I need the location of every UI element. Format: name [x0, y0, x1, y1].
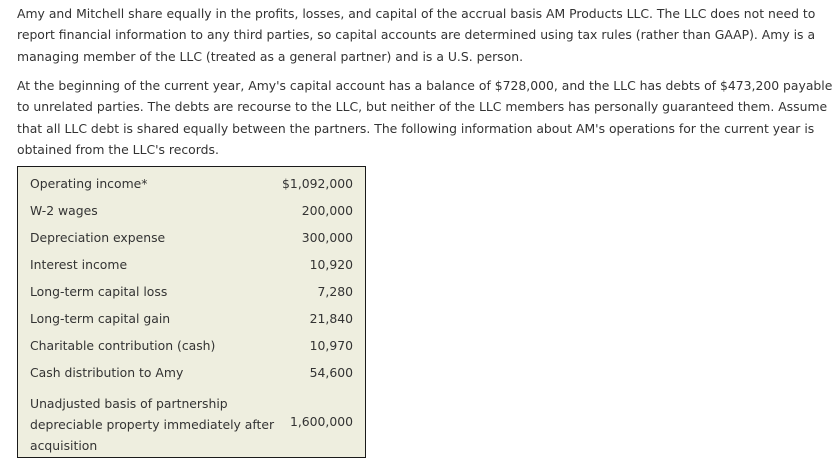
row-value-operating-income: $1,092,000 — [282, 176, 353, 191]
intro-paragraph: Amy and Mitchell share equally in the profits, losses, and capital of the accrual basis AM Products LLC. The LLC does not need to report financial information to any third parties, so capital accounts are determined using tax rules (rather than GAAP). Amy is a managing member of the LLC (treated as a general partner) and is a U.S. person. — [17, 6, 816, 64]
row-label-lt-capital-loss: Long-term capital loss — [30, 284, 168, 299]
table-row — [18, 194, 365, 221]
table-row — [18, 329, 365, 356]
row-label-w2-wages: W-2 wages — [30, 203, 98, 218]
row-label-lt-capital-gain: Long-term capital gain — [30, 311, 171, 326]
table-row — [18, 383, 365, 457]
table-row — [18, 167, 365, 194]
row-label-depreciation: Depreciation expense — [30, 230, 166, 245]
row-label-cash-distribution: Cash distribution to Amy — [30, 365, 184, 380]
table-row — [18, 302, 365, 329]
row-value-w2-wages: 200,000 — [301, 203, 353, 218]
row-value-cash-distribution: 54,600 — [309, 365, 353, 380]
row-value-unadjusted-basis: 1,600,000 — [289, 414, 353, 429]
table-row — [18, 275, 365, 302]
row-value-lt-capital-gain: 21,840 — [309, 311, 353, 326]
row-label-unadjusted-basis: Unadjusted basis of partnership depreciable property immediately after acquisition — [30, 396, 275, 453]
llc-operations-table — [17, 166, 366, 458]
table-row — [18, 221, 365, 248]
facts-paragraph: At the beginning of the current year, Amy's capital account has a balance of $728,000, and the LLC has debts of $473,200 payable to unrelated parties. The debts are recourse to the LLC, but neither of the LLC members has personally guaranteed them. Assume that all LLC debt is shared equally between the partners. The following information about AM's operations for the current year is obtained from the LLC's records. — [17, 78, 833, 158]
row-value-lt-capital-loss: 7,280 — [317, 284, 353, 299]
row-value-charitable-contribution: 10,970 — [309, 338, 353, 353]
row-value-depreciation: 300,000 — [301, 230, 353, 245]
row-label-charitable-contribution: Charitable contribution (cash) — [30, 338, 216, 353]
table-row — [18, 356, 365, 383]
row-label-operating-income: Operating income* — [30, 176, 148, 191]
row-label-interest-income: Interest income — [30, 257, 128, 272]
row-value-interest-income: 10,920 — [309, 257, 353, 272]
table-row — [18, 248, 365, 275]
